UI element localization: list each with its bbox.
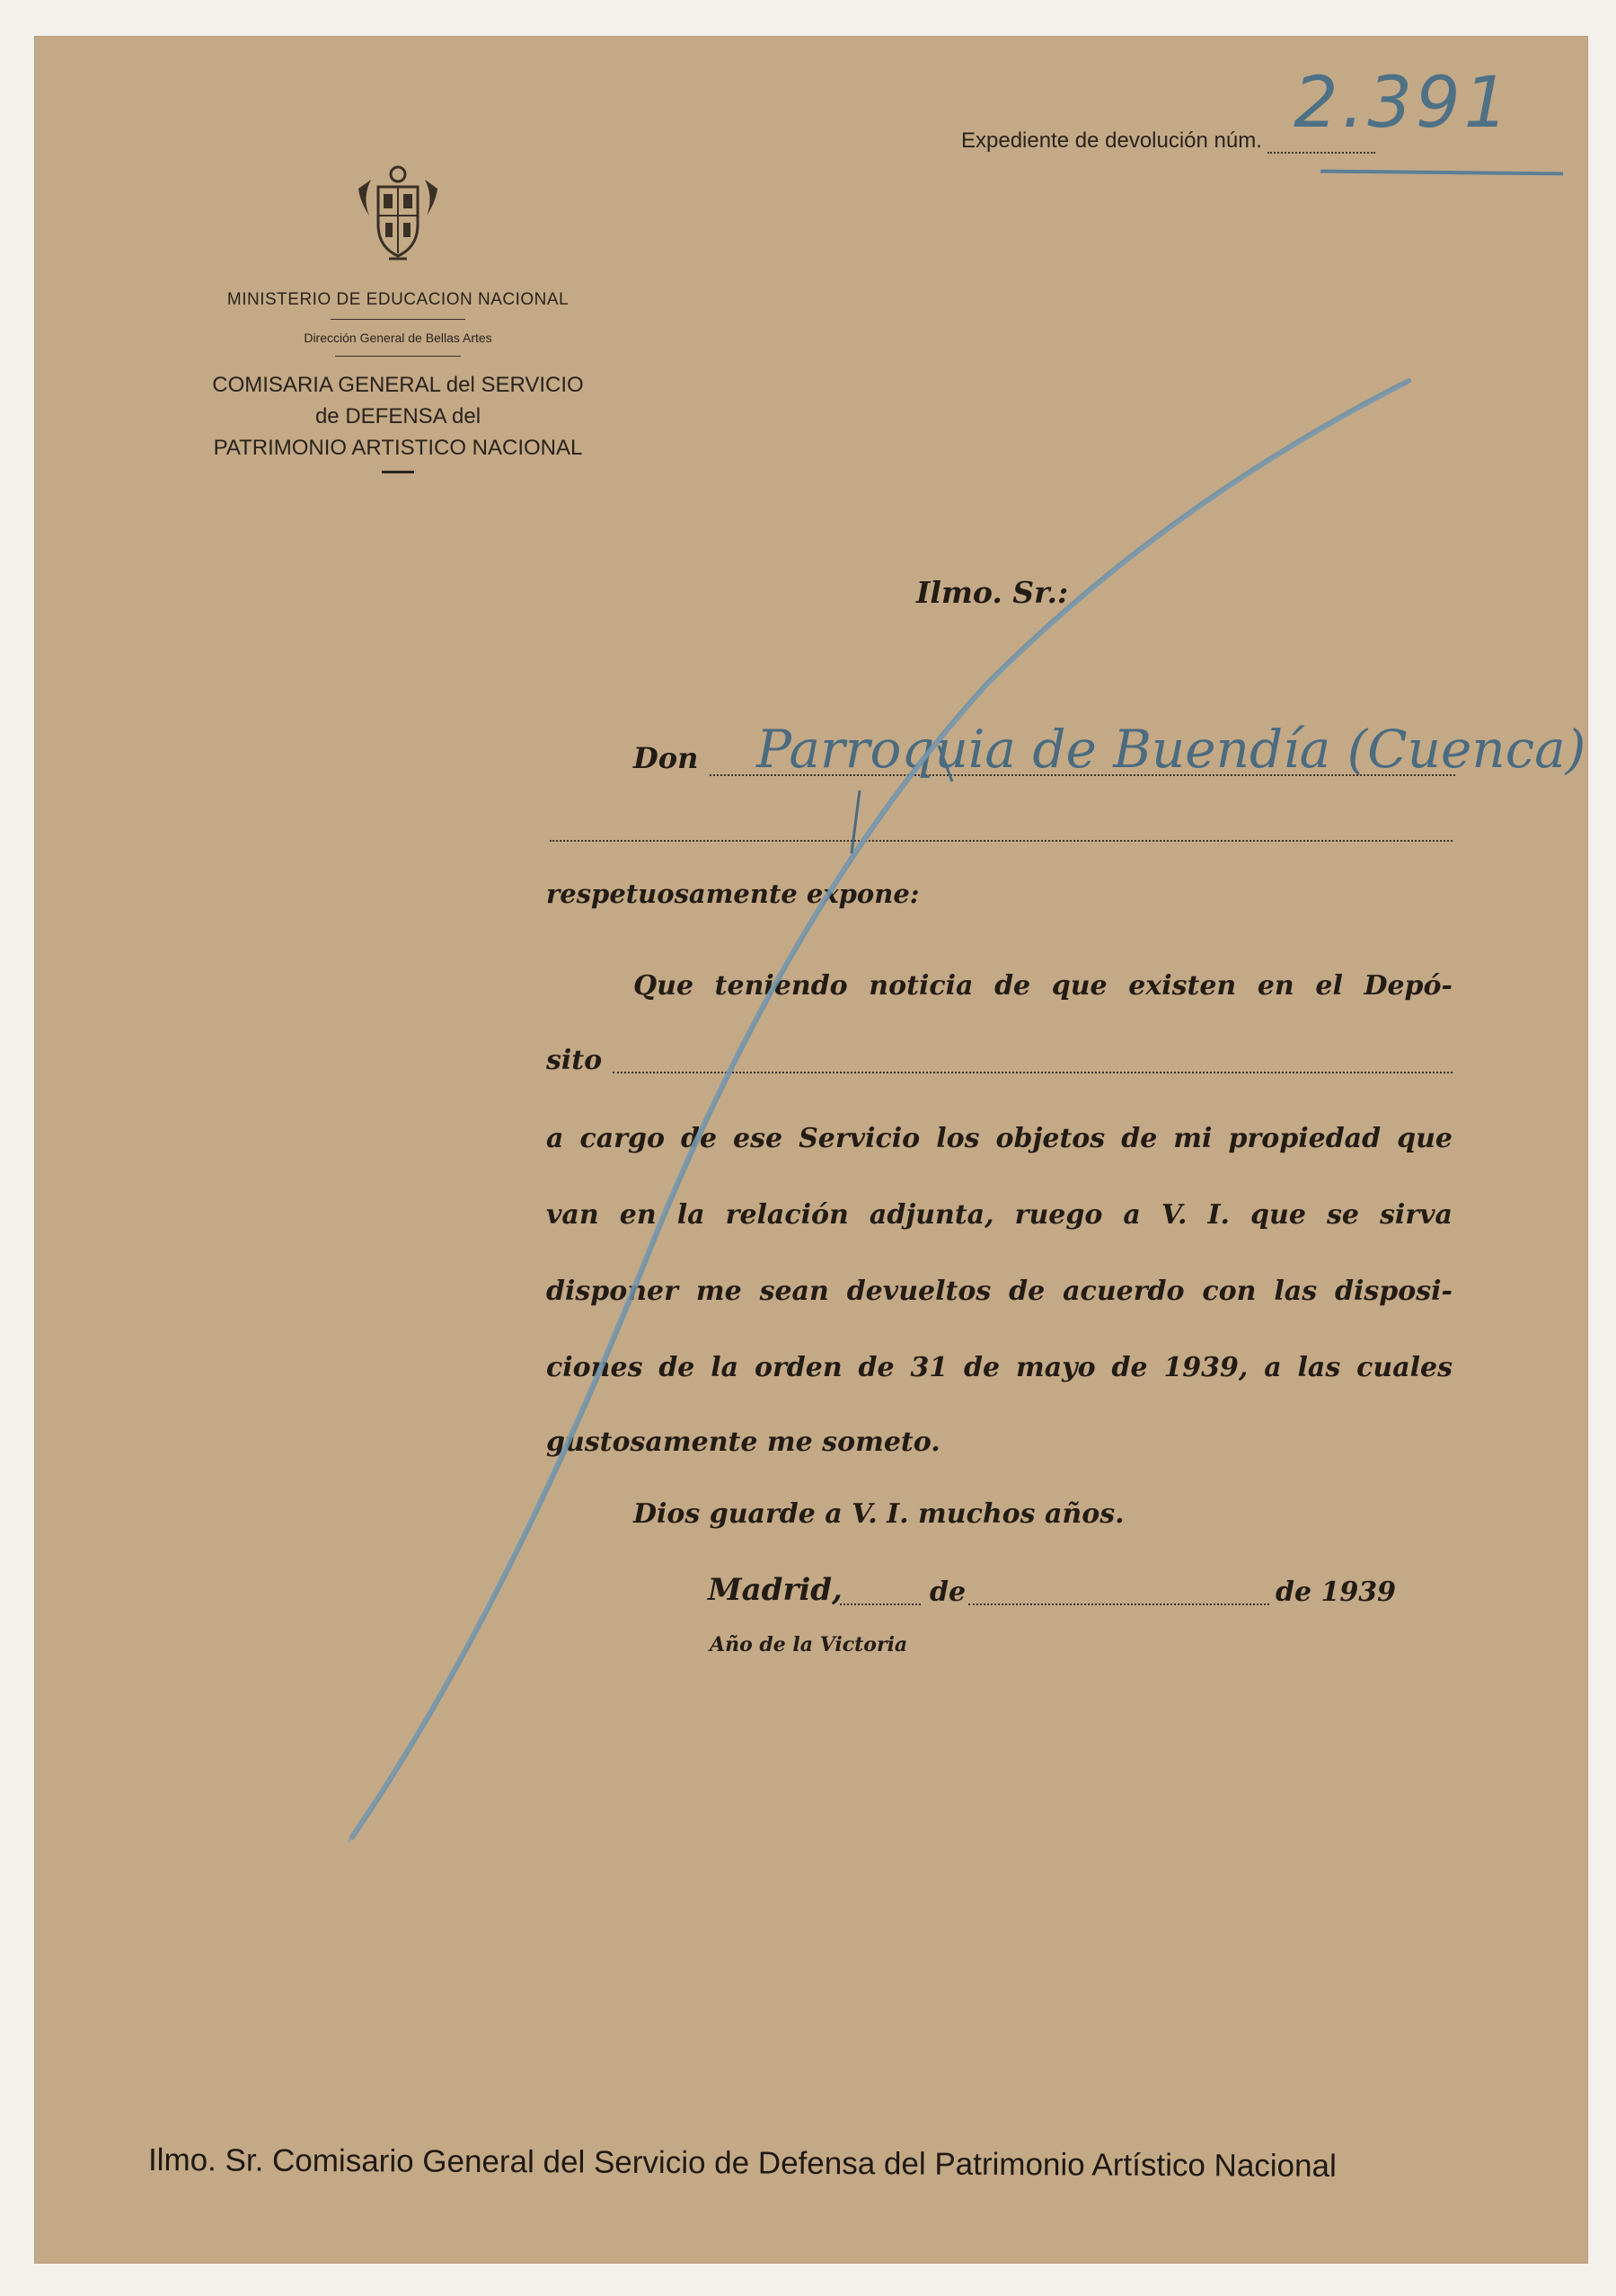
date-subtitle: Año de la Victoria	[710, 1633, 908, 1656]
date-de: de	[930, 1576, 967, 1608]
body-line-5: disponer me sean devueltos de acuerdo con las disposi-	[546, 1276, 1453, 1307]
dotted-line	[613, 1072, 1453, 1073]
body-line-6: ciones de la orden de 31 de mayo de 1939, a las cuales	[546, 1352, 1453, 1383]
body-line-1: Que teniendo noticia de que existen en el Depó-	[633, 970, 1453, 1002]
salutation: Ilmo. Sr.:	[916, 575, 1069, 610]
ministry-name: MINISTERIO DE EDUCACION NACIONAL	[226, 290, 570, 309]
expediente-number: 2.391	[1294, 63, 1513, 144]
divider	[382, 471, 414, 473]
date-year: de 1939	[1276, 1576, 1397, 1608]
petitioner-name-handwritten: Parroquia de Buendía (Cuenca)	[756, 719, 1586, 780]
divider	[331, 319, 465, 320]
date-city: Madrid,	[708, 1572, 843, 1608]
divider	[335, 356, 461, 357]
direccion-general: Dirección General de Bellas Artes	[304, 331, 492, 345]
expediente-label: Expediente de devolución núm.	[961, 128, 1262, 153]
addressee-footer: Ilmo. Sr. Comisario General del Servicio de Defensa del Patrimonio Artístico Nacional	[147, 2142, 1337, 2184]
comisaria-line-3: PATRIMONIO ARTISTICO NACIONAL	[213, 436, 583, 460]
body-line-3: a cargo de ese Servicio los objetos de mi propiedad que	[546, 1123, 1453, 1154]
body-line-7: gustosamente me someto.	[546, 1426, 940, 1458]
dotted-line	[968, 1603, 1269, 1605]
don-label: Don	[633, 741, 699, 775]
comisaria-line-2: de DEFENSA del	[314, 404, 481, 428]
expone-line: respetuosamente expone:	[546, 879, 920, 909]
dotted-line	[840, 1603, 921, 1605]
body-line-4: van en la relación adjunta, ruego a V. I. que se sirva	[546, 1199, 1453, 1231]
letterhead	[187, 162, 609, 473]
comisaria-line-1: COMISARIA GENERAL del SERVICIO	[212, 373, 584, 397]
closing-formula: Dios guarde a V. I. muchos años.	[633, 1498, 1125, 1530]
coat-of-arms-icon	[353, 162, 443, 265]
dotted-line	[550, 840, 1453, 842]
body-line-2: sito	[546, 1045, 603, 1076]
